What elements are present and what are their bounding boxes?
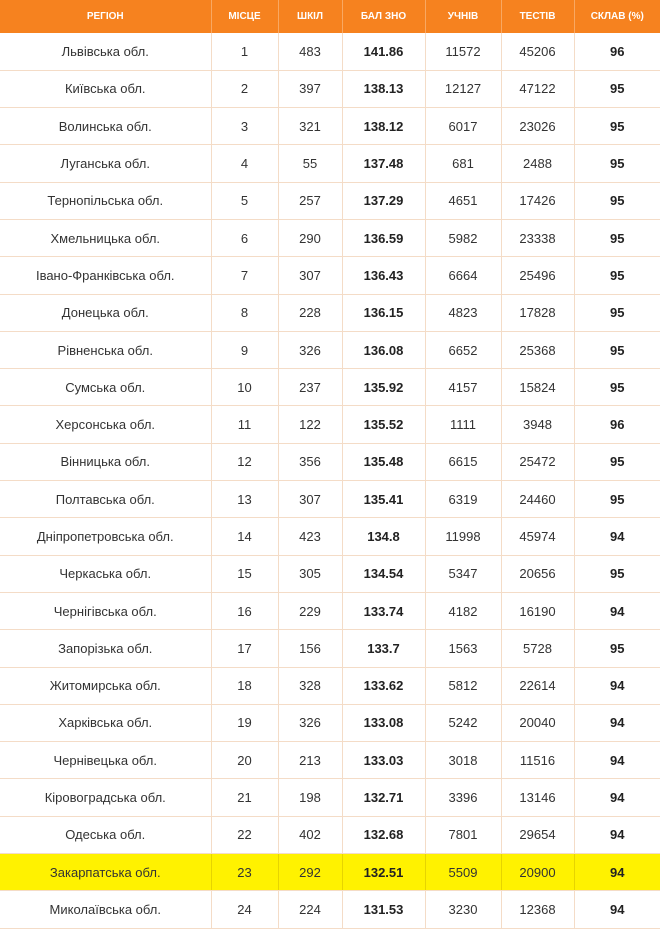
cell-pass: 94 [574, 779, 660, 816]
cell-place: 24 [211, 891, 278, 928]
cell-region: Рівненська обл. [0, 331, 211, 368]
cell-pupils: 5242 [425, 704, 501, 741]
cell-schools: 292 [278, 854, 342, 891]
cell-tests: 13146 [501, 779, 574, 816]
cell-place: 16 [211, 592, 278, 629]
cell-pass: 95 [574, 145, 660, 182]
cell-score: 132.51 [342, 854, 425, 891]
cell-place: 15 [211, 555, 278, 592]
cell-schools: 321 [278, 108, 342, 145]
table-row [0, 481, 660, 518]
cell-pass: 95 [574, 182, 660, 219]
cell-score: 135.48 [342, 443, 425, 480]
cell-pupils: 5347 [425, 555, 501, 592]
cell-score: 136.59 [342, 219, 425, 256]
cell-place: 9 [211, 331, 278, 368]
table-row [0, 704, 660, 741]
cell-schools: 55 [278, 145, 342, 182]
header-tests[interactable]: ТЕСТІВ [501, 0, 574, 33]
cell-pupils: 3018 [425, 742, 501, 779]
cell-pass: 95 [574, 481, 660, 518]
cell-place: 21 [211, 779, 278, 816]
cell-score: 133.74 [342, 592, 425, 629]
cell-region: Тернопільська обл. [0, 182, 211, 219]
cell-place: 5 [211, 182, 278, 219]
cell-score: 135.41 [342, 481, 425, 518]
cell-tests: 25496 [501, 257, 574, 294]
cell-place: 8 [211, 294, 278, 331]
cell-place: 2 [211, 70, 278, 107]
cell-place: 6 [211, 219, 278, 256]
cell-place: 1 [211, 33, 278, 70]
cell-region: Волинська обл. [0, 108, 211, 145]
cell-score: 133.7 [342, 630, 425, 667]
cell-pupils: 6615 [425, 443, 501, 480]
table-row [0, 145, 660, 182]
header-score[interactable]: БАЛ ЗНО [342, 0, 425, 33]
cell-region: Житомирська обл. [0, 667, 211, 704]
cell-region: Київська обл. [0, 70, 211, 107]
table-row [0, 555, 660, 592]
cell-place: 4 [211, 145, 278, 182]
cell-score: 136.08 [342, 331, 425, 368]
cell-pass: 95 [574, 630, 660, 667]
cell-region: Закарпатська обл. [0, 854, 211, 891]
cell-schools: 402 [278, 816, 342, 853]
cell-pass: 95 [574, 294, 660, 331]
cell-place: 13 [211, 481, 278, 518]
cell-schools: 228 [278, 294, 342, 331]
cell-score: 138.12 [342, 108, 425, 145]
cell-region: Харківська обл. [0, 704, 211, 741]
cell-schools: 290 [278, 219, 342, 256]
table-row [0, 592, 660, 629]
cell-schools: 237 [278, 369, 342, 406]
cell-tests: 24460 [501, 481, 574, 518]
cell-pass: 95 [574, 219, 660, 256]
cell-tests: 25472 [501, 443, 574, 480]
cell-score: 133.08 [342, 704, 425, 741]
cell-region: Львівська обл. [0, 33, 211, 70]
cell-schools: 423 [278, 518, 342, 555]
cell-place: 19 [211, 704, 278, 741]
cell-region: Одеська обл. [0, 816, 211, 853]
cell-pupils: 1563 [425, 630, 501, 667]
cell-tests: 12368 [501, 891, 574, 928]
cell-pupils: 7801 [425, 816, 501, 853]
cell-pass: 95 [574, 331, 660, 368]
cell-place: 20 [211, 742, 278, 779]
header-region[interactable]: РЕГІОН [0, 0, 211, 33]
cell-pass: 94 [574, 667, 660, 704]
cell-tests: 20040 [501, 704, 574, 741]
header-schools[interactable]: ШКІЛ [278, 0, 342, 33]
cell-schools: 156 [278, 630, 342, 667]
cell-place: 11 [211, 406, 278, 443]
cell-pupils: 3230 [425, 891, 501, 928]
table-row-highlighted [0, 854, 660, 891]
cell-tests: 22614 [501, 667, 574, 704]
cell-pupils: 6319 [425, 481, 501, 518]
cell-tests: 17828 [501, 294, 574, 331]
cell-pupils: 681 [425, 145, 501, 182]
table-row [0, 219, 660, 256]
cell-pupils: 4182 [425, 592, 501, 629]
cell-score: 131.53 [342, 891, 425, 928]
cell-tests: 5728 [501, 630, 574, 667]
cell-region: Кіровоградська обл. [0, 779, 211, 816]
cell-score: 136.43 [342, 257, 425, 294]
table-row [0, 742, 660, 779]
cell-pass: 94 [574, 854, 660, 891]
table-row [0, 182, 660, 219]
cell-schools: 198 [278, 779, 342, 816]
cell-score: 137.29 [342, 182, 425, 219]
table-row [0, 667, 660, 704]
cell-schools: 326 [278, 331, 342, 368]
cell-tests: 16190 [501, 592, 574, 629]
table-header [0, 0, 660, 33]
cell-pupils: 5812 [425, 667, 501, 704]
cell-schools: 328 [278, 667, 342, 704]
cell-region: Запорізька обл. [0, 630, 211, 667]
cell-pass: 95 [574, 257, 660, 294]
cell-region: Хмельницька обл. [0, 219, 211, 256]
cell-schools: 122 [278, 406, 342, 443]
cell-pupils: 4823 [425, 294, 501, 331]
cell-score: 133.03 [342, 742, 425, 779]
header-pupils[interactable]: УЧНІВ [425, 0, 501, 33]
cell-schools: 224 [278, 891, 342, 928]
cell-pass: 94 [574, 704, 660, 741]
cell-region: Миколаївська обл. [0, 891, 211, 928]
cell-pupils: 6664 [425, 257, 501, 294]
table-row [0, 331, 660, 368]
cell-schools: 326 [278, 704, 342, 741]
cell-place: 3 [211, 108, 278, 145]
cell-tests: 25368 [501, 331, 574, 368]
cell-place: 7 [211, 257, 278, 294]
cell-pass: 94 [574, 518, 660, 555]
cell-pupils: 12127 [425, 70, 501, 107]
cell-pupils: 6652 [425, 331, 501, 368]
table-row [0, 443, 660, 480]
cell-region: Чернігівська обл. [0, 592, 211, 629]
cell-tests: 11516 [501, 742, 574, 779]
cell-pass: 95 [574, 443, 660, 480]
table-row [0, 108, 660, 145]
cell-pass: 94 [574, 742, 660, 779]
cell-schools: 307 [278, 481, 342, 518]
cell-region: Сумська обл. [0, 369, 211, 406]
cell-place: 14 [211, 518, 278, 555]
cell-pupils: 11998 [425, 518, 501, 555]
cell-score: 132.71 [342, 779, 425, 816]
cell-tests: 23026 [501, 108, 574, 145]
cell-region: Луганська обл. [0, 145, 211, 182]
table-row [0, 630, 660, 667]
cell-pass: 96 [574, 33, 660, 70]
cell-pass: 94 [574, 592, 660, 629]
cell-schools: 229 [278, 592, 342, 629]
cell-score: 135.52 [342, 406, 425, 443]
cell-place: 17 [211, 630, 278, 667]
cell-tests: 47122 [501, 70, 574, 107]
cell-region: Черкаська обл. [0, 555, 211, 592]
table-body [0, 33, 660, 928]
cell-pupils: 11572 [425, 33, 501, 70]
cell-score: 136.15 [342, 294, 425, 331]
table-row [0, 518, 660, 555]
cell-score: 135.92 [342, 369, 425, 406]
cell-tests: 2488 [501, 145, 574, 182]
cell-pupils: 4651 [425, 182, 501, 219]
cell-tests: 20900 [501, 854, 574, 891]
cell-score: 134.54 [342, 555, 425, 592]
cell-region: Херсонська обл. [0, 406, 211, 443]
header-place[interactable]: МІСЦЕ [211, 0, 278, 33]
cell-schools: 213 [278, 742, 342, 779]
cell-pupils: 4157 [425, 369, 501, 406]
cell-pupils: 3396 [425, 779, 501, 816]
cell-place: 18 [211, 667, 278, 704]
cell-region: Полтавська обл. [0, 481, 211, 518]
header-row [0, 0, 660, 33]
cell-pupils: 6017 [425, 108, 501, 145]
cell-schools: 356 [278, 443, 342, 480]
table-row [0, 294, 660, 331]
table-row [0, 257, 660, 294]
cell-tests: 29654 [501, 816, 574, 853]
cell-pass: 94 [574, 816, 660, 853]
cell-tests: 17426 [501, 182, 574, 219]
cell-pass: 95 [574, 108, 660, 145]
table-row [0, 779, 660, 816]
cell-schools: 257 [278, 182, 342, 219]
cell-region: Донецька обл. [0, 294, 211, 331]
cell-pupils: 1111 [425, 406, 501, 443]
cell-region: Дніпропетровська обл. [0, 518, 211, 555]
cell-pupils: 5982 [425, 219, 501, 256]
cell-score: 137.48 [342, 145, 425, 182]
cell-score: 138.13 [342, 70, 425, 107]
cell-schools: 305 [278, 555, 342, 592]
cell-pass: 95 [574, 555, 660, 592]
cell-place: 12 [211, 443, 278, 480]
table-row [0, 33, 660, 70]
cell-region: Вінницька обл. [0, 443, 211, 480]
cell-score: 132.68 [342, 816, 425, 853]
cell-pass: 94 [574, 891, 660, 928]
cell-schools: 307 [278, 257, 342, 294]
cell-pass: 95 [574, 369, 660, 406]
cell-tests: 20656 [501, 555, 574, 592]
table-row [0, 406, 660, 443]
cell-schools: 397 [278, 70, 342, 107]
cell-pupils: 5509 [425, 854, 501, 891]
cell-place: 22 [211, 816, 278, 853]
cell-pass: 95 [574, 70, 660, 107]
cell-score: 141.86 [342, 33, 425, 70]
cell-pass: 96 [574, 406, 660, 443]
cell-tests: 45206 [501, 33, 574, 70]
table-row [0, 816, 660, 853]
cell-region: Чернівецька обл. [0, 742, 211, 779]
cell-place: 10 [211, 369, 278, 406]
cell-place: 23 [211, 854, 278, 891]
cell-region: Івано-Франківська обл. [0, 257, 211, 294]
cell-schools: 483 [278, 33, 342, 70]
table-row [0, 70, 660, 107]
cell-tests: 3948 [501, 406, 574, 443]
cell-tests: 23338 [501, 219, 574, 256]
cell-tests: 15824 [501, 369, 574, 406]
table-row [0, 369, 660, 406]
cell-tests: 45974 [501, 518, 574, 555]
cell-score: 134.8 [342, 518, 425, 555]
cell-score: 133.62 [342, 667, 425, 704]
header-pass[interactable]: СКЛАВ (%) [590, 11, 644, 22]
